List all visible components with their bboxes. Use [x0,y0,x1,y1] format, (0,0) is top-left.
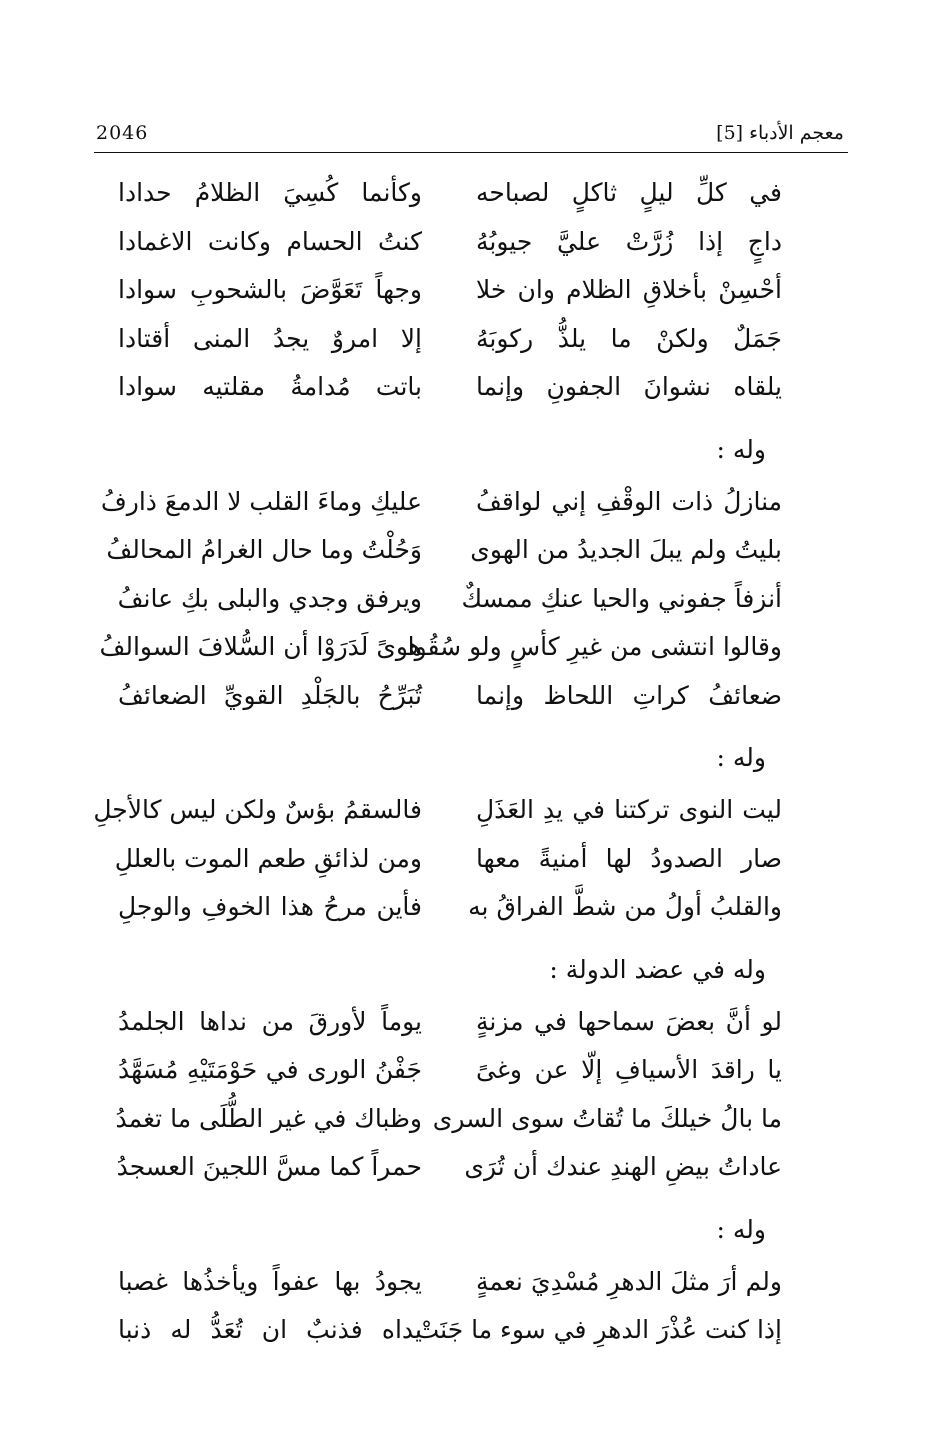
verse-first-hemistich: وقالوا انتشى من غيرِ كأسٍ ولو سُقُوا [407,632,782,661]
verse-second-hemistich: وَحُلْتُ وما حال الغرامُ المحالفُ [106,535,422,564]
verse-first-hemistich: ما بالُ خيلكَ ما تُقاتُ سوى السرى [432,1103,782,1133]
verse-first-hemistich: إذا كنت عُذْرَ الدهرِ في سوء ما جَنَتْ [415,1315,782,1344]
verse-second-hemistich: جَفْنُ الورى في حَوْمَتَيْهِ مُسَهَّدُ [118,1055,422,1084]
header-rule [94,152,848,153]
verse-first-hemistich: أحْسِنْ بأخلاقِ الظلام وان خلا [476,275,782,304]
verse-first-hemistich: عاداتُ بيضِ الهندِ عندك أن تُرَى [464,1152,782,1181]
verse-first-hemistich: في كلِّ ليلٍ ثاكلٍ لصباحه [476,178,782,207]
verse-first-hemistich: بليتُ ولم يبلَ الجديدُ من الهوى [470,535,782,564]
verse-first-hemistich: يا راقدَ الأسيافِ إلّا عن وغىً [476,1055,782,1084]
verse-first-hemistich: منازلُ ذات الوقْفِ إني لواقفُ [476,486,782,516]
verse-second-hemistich: ومن لذائقِ طعم الموت بالعللِ [114,843,422,873]
verse-second-hemistich: حمراً كما مسَّ اللجينَ العسجدُ [116,1152,422,1181]
verse-second-hemistich: فأين مرحُ هذا الخوفِ والوجلِ [118,892,422,921]
verse-second-hemistich: فالسقمُ بؤسٌ ولكن ليس كالأجلِ [93,795,422,824]
verse-first-hemistich: ضعائفُ كراتِ اللحاظ وإنما [476,680,782,710]
verse-first-hemistich: لو أنَّ بعضَ سماحها في مزنةٍ [476,1006,782,1036]
verse-second-hemistich: كنتُ الحسام وكانت الاغمادا [118,226,422,256]
verse-first-hemistich: يلقاه نشوانَ الجفونِ وإنما [476,372,782,401]
verse-first-hemistich: جَمَلٌ ولكنْ ما يلذُّ ركوبَهُ [476,323,782,353]
verse-second-hemistich: يجودُ بها عفواً ويأخذُها غصبا [118,1266,422,1296]
verse-second-hemistich: هوىً لَدَرَوْا أن السُّلافَ السوالفُ [99,632,422,661]
verse-second-hemistich: يداه فذنبٌ ان تُعَدُّ له ذنبا [118,1315,422,1344]
verse-second-hemistich: عليكِ وماءَ القلب لا الدمعَ ذارفُ [100,486,422,516]
page-number: 2046 [96,122,149,144]
verse-first-hemistich: والقلبُ أولُ من شطَّ الفراقُ به [468,892,782,921]
verse-second-hemistich: إلا امروٌ يجدُ المنى أقتادا [118,323,422,353]
section-intro: وله : [716,743,766,772]
verse-second-hemistich: ويرفق وجدي والبلى بكِ عانفُ [117,583,422,613]
verse-second-hemistich: وجهاً تَعَوَّضَ بالشحوبِ سوادا [118,275,422,304]
verse-first-hemistich: صار الصدودُ لها أمنيةً معها [476,843,782,873]
verse-second-hemistich: يوماً لأورقَ من نداها الجلمدُ [118,1006,422,1036]
verse-second-hemistich: تُبَرِّحُ بالجَلْدِ القويِّ الضعائفُ [118,680,422,710]
verse-second-hemistich: وكأنما كُسِيَ الظلامُ حدادا [118,178,422,207]
verse-first-hemistich: ولم أرَ مثلَ الدهرِ مُسْدِيَ نعمةٍ [476,1266,782,1296]
verse-first-hemistich: أنزفاً جفوني والحيا عنكِ ممسكٌ [461,583,782,613]
verse-second-hemistich: وظباك في غير الطُّلَى ما تغمدُ [115,1103,422,1133]
running-head: معجم الأدباء [5] [716,122,844,144]
section-intro: وله : [716,1214,766,1244]
section-intro: وله : [716,434,766,464]
verse-first-hemistich: ليت النوى تركتنا في يدِ العَذَلِ [476,795,782,824]
section-intro: وله في عضد الدولة : [549,954,766,984]
verse-second-hemistich: باتت مُدامةُ مقلتيه سوادا [118,372,422,401]
verse-first-hemistich: داجٍ إذا زُرَّتْ عليَّ جيوبُهُ [476,226,782,256]
